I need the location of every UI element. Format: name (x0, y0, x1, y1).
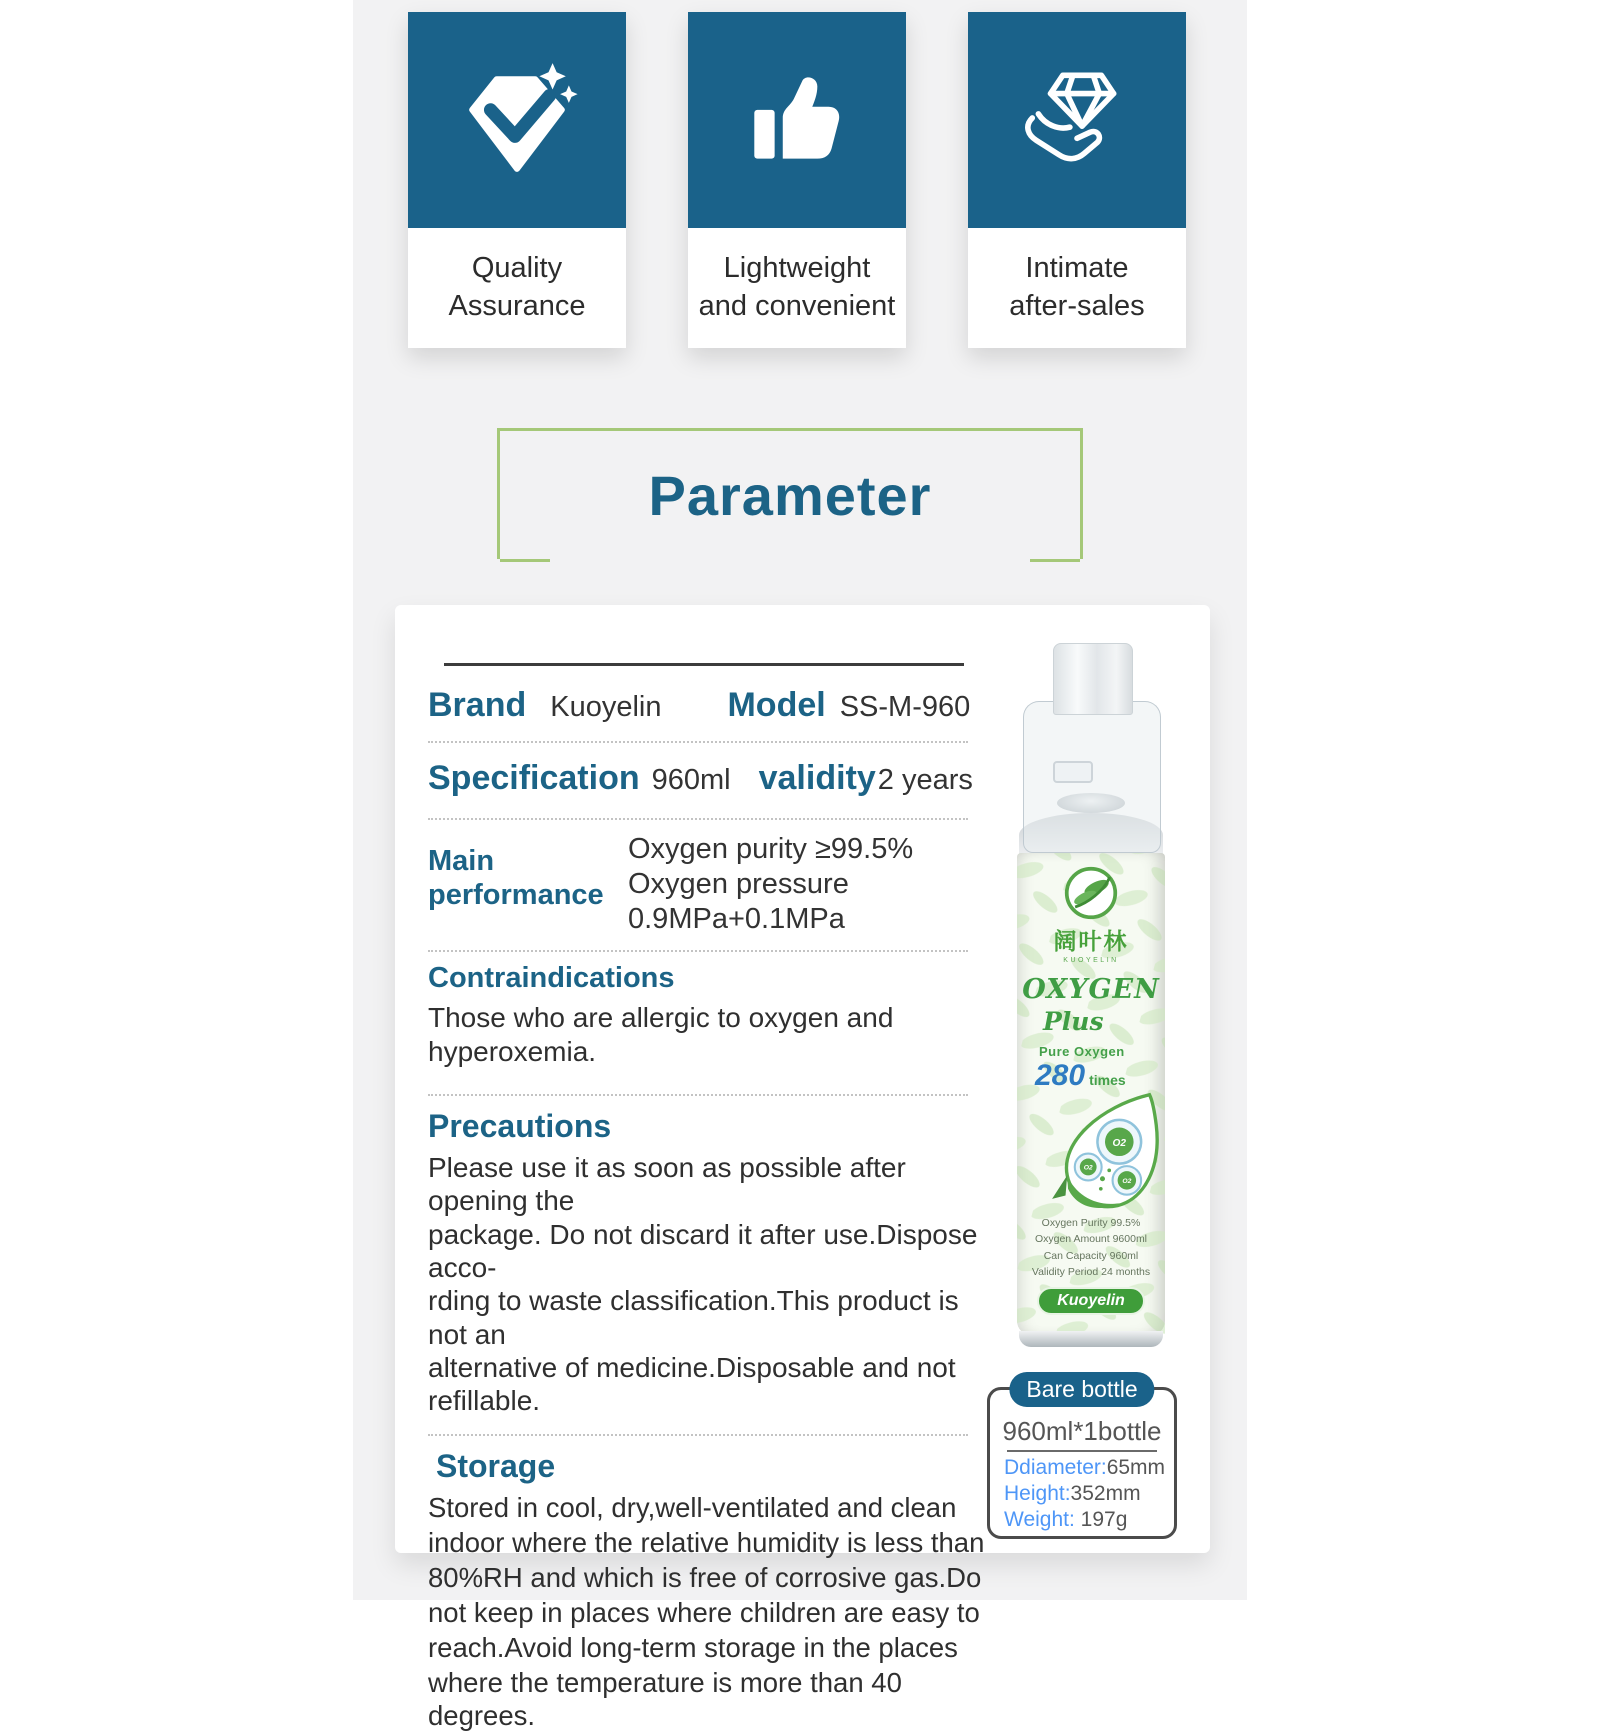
times-number: 280 (1035, 1059, 1086, 1092)
bottle-info-lines (1032, 1215, 1150, 1280)
precautions-line: rding to waste classification.This product is not an (428, 1285, 959, 1350)
feature-label-line: Intimate (1025, 252, 1129, 285)
precautions-heading: Precautions (428, 1108, 612, 1145)
height-value: 352mm (1070, 1482, 1141, 1505)
o2-bubble-label: O2 (1112, 1137, 1127, 1149)
product-bottle-image (995, 643, 1187, 1349)
diameter-label: Ddiameter: (1004, 1456, 1107, 1479)
feature-card-aftersales (968, 12, 1186, 348)
feature-icon-tile (688, 12, 906, 228)
brand-model-row (428, 686, 1003, 725)
brand-value: Kuoyelin (550, 691, 662, 723)
parameter-card (395, 605, 1210, 1731)
dotted-divider (428, 741, 968, 743)
section-title: Parameter (648, 463, 932, 527)
specification-value: 960ml (651, 764, 731, 796)
contraindications-line: hyperoxemia. (428, 1035, 597, 1067)
feature-label (408, 228, 626, 348)
storage-line: not keep in places where children are easy to (428, 1596, 980, 1628)
storage-text (428, 1491, 1003, 1732)
feature-label-line: after-sales (1009, 290, 1145, 322)
precautions-text (428, 1151, 1003, 1418)
o2-bubble-label-small: O2 (1122, 1177, 1132, 1185)
spec-row-diameter (1004, 1456, 1174, 1480)
storage-line: 80%RH and which is free of corrosive gas.Do (428, 1561, 982, 1593)
bottle-subtitle: Plus (1043, 1007, 1104, 1036)
feature-label-line: Quality (471, 252, 563, 285)
spec-row-height (1004, 1482, 1174, 1506)
bare-bottle-quantity: 960ml*1bottle (1002, 1416, 1162, 1446)
validity-label: validity (758, 759, 876, 797)
precautions-line: refillable. (428, 1385, 541, 1417)
feature-cards (408, 12, 1186, 348)
feature-label-line: Lightweight (723, 252, 871, 285)
contraindications-text (428, 1001, 1003, 1068)
storage-heading: Storage (436, 1447, 556, 1484)
times-label: times (1089, 1072, 1126, 1088)
dotted-divider (428, 950, 968, 952)
top-rule (444, 663, 964, 666)
performance-line: Oxygen pressure (628, 867, 849, 900)
bottle-body (1017, 853, 1165, 1335)
feature-label (688, 228, 906, 348)
storage-line: where the temperature is more than 40 degrees. (428, 1666, 902, 1731)
main-performance-values (628, 832, 913, 936)
weight-value: 197g (1080, 1508, 1128, 1531)
bottle-brand-latin: KUOYELIN (1063, 957, 1119, 964)
bottle-title: OXYGEN (1022, 974, 1160, 1005)
bottle-brand-chinese: 阔叶林 (1053, 928, 1129, 954)
storage-line: indoor where the relative humidity is less than (428, 1526, 985, 1558)
pure-oxygen-label: Pure Oxygen (1039, 1044, 1125, 1059)
bottle-info-line: Validity Period 24 months (1031, 1265, 1151, 1278)
spec-row-weight (1004, 1508, 1174, 1532)
parameter-text-column (428, 605, 1003, 1732)
bottle-nozzle-tab (1053, 761, 1093, 783)
feature-label-line: and convenient (698, 290, 896, 322)
performance-line: 0.9MPa+0.1MPa (628, 902, 845, 935)
contraindications-line: Those who are allergic to oxygen and (428, 1002, 894, 1034)
feature-icon-tile (408, 12, 626, 228)
validity-value: 2 years (877, 764, 973, 796)
diameter-value: 65mm (1106, 1456, 1166, 1479)
bottle-cap (1053, 643, 1133, 715)
spec-validity-row (428, 759, 1003, 798)
main-performance-label: Main performance (428, 845, 604, 912)
performance-line: Oxygen purity ≥99.5% (628, 833, 914, 865)
model-label: Model (727, 686, 826, 724)
height-label: Height: (1004, 1482, 1071, 1505)
feature-label-line: Assurance (448, 290, 586, 322)
main-performance-row (428, 832, 1003, 936)
o2-bubble-label-small: O2 (1083, 1164, 1093, 1172)
dotted-divider (428, 1094, 968, 1096)
precautions-line: alternative of medicine.Disposable and not (428, 1351, 956, 1383)
bottle-label (1017, 853, 1165, 1315)
dotted-divider (428, 818, 968, 820)
weight-label: Weight: (1004, 1508, 1075, 1531)
quantity-underline (1007, 1450, 1157, 1452)
bottle-brand-pill: Kuoyelin (1037, 1287, 1145, 1315)
precautions-line: Please use it as soon as possible after opening the (428, 1152, 906, 1217)
bottle-info-line: Can Capacity 960ml (1043, 1249, 1139, 1262)
brand-label: Brand (428, 686, 527, 724)
hand-diamond-icon (1016, 59, 1138, 181)
feature-card-quality (408, 12, 626, 348)
bottle-info-line: Oxygen Amount 9600ml (1034, 1233, 1148, 1246)
dotted-divider (428, 1434, 968, 1436)
storage-line: reach.Avoid long-term storage in the places (428, 1631, 958, 1663)
thumbs-up-icon (736, 59, 858, 181)
diamond-check-icon (456, 59, 578, 181)
storage-line: Stored in cool, dry,well-ventilated and clean (428, 1491, 957, 1523)
feature-card-lightweight (688, 12, 906, 348)
bottle-bottom-rim (1019, 1331, 1163, 1347)
bare-bottle-spec-box (987, 1376, 1177, 1539)
leaf-o2-graphic (1042, 1087, 1168, 1215)
model-value: SS-M-960 (839, 691, 971, 723)
bottle-info-line: Oxygen Purity 99.5% (1041, 1217, 1141, 1229)
leaf-logo-icon (1063, 865, 1119, 921)
parameter-title-box (497, 428, 1083, 559)
bare-bottle-badge: Bare bottle (1009, 1372, 1154, 1407)
contraindications-heading: Contraindications (428, 962, 675, 995)
specification-label: Specification (428, 759, 640, 797)
feature-icon-tile (968, 12, 1186, 228)
precautions-line: package. Do not discard it after use.Dispose acco- (428, 1218, 978, 1283)
feature-label (968, 228, 1186, 348)
